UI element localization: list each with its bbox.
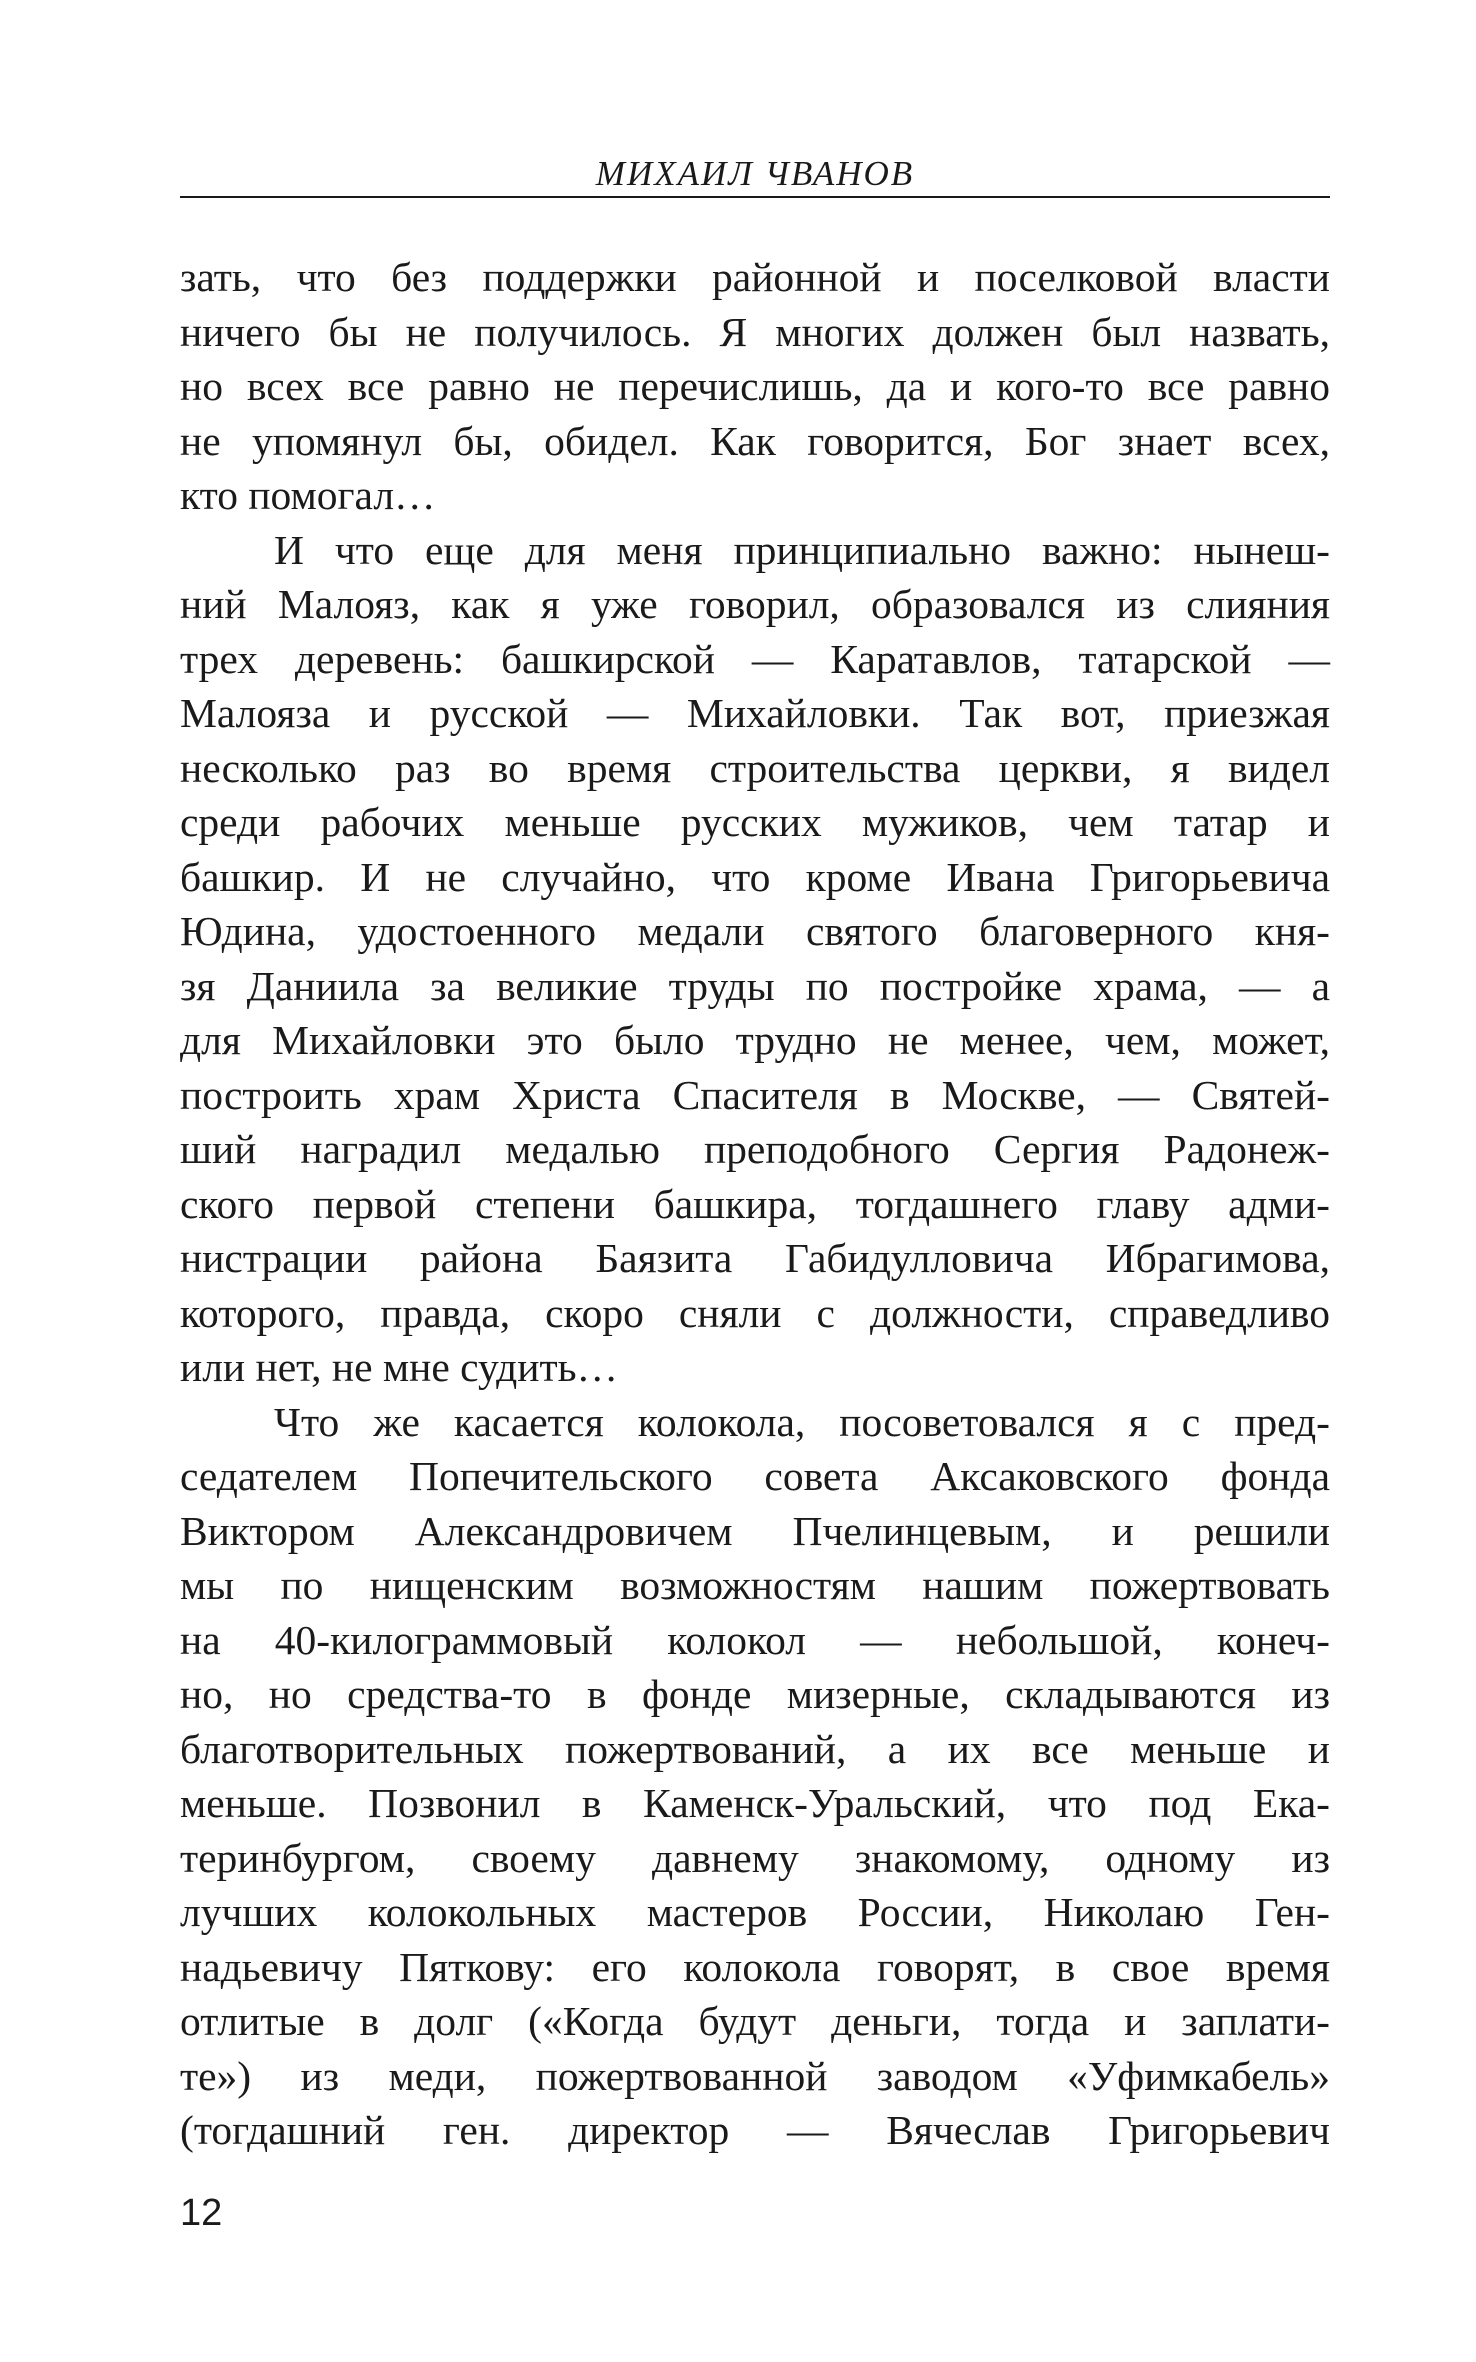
text-line: благотворительных пожертвований, а их все меньше и [180,1725,1330,1772]
text-line: но, но средства-то в фонде мизерные, складываются из [180,1671,1330,1717]
text-line: лучших колокольных мастеров России, Николаю Ген- [180,1889,1330,1935]
text-line: или нет, не мне судить… [180,1344,619,1390]
text-line: Что же касается колокола, посоветовался я с пред- [274,1398,1330,1445]
text-line: седателем Попечительского совета Аксаковского фонда [180,1453,1330,1499]
text-line: (тогдашний ген. директор — Вячеслав Григорьевич [180,2107,1330,2153]
text-line: зать, что без поддержки районной и поселковой власти [180,254,1330,300]
text-line: башкир. И не случайно, что кроме Ивана Григорьевича [180,853,1330,900]
text-line: ничего бы не получилось. Я многих должен был назвать, [180,308,1330,355]
text-line: Юдина, удостоенного медали святого благоверного кня- [180,908,1330,954]
text-line: на 40-килограммовый колокол — небольшой, конеч- [180,1616,1330,1663]
text-line: для Михайловки это было трудно не менее, чем, может, [180,1017,1330,1063]
text-line: несколько раз во время строительства церкви, я видел [180,744,1330,791]
paragraph-3 [180,1395,1330,2158]
text-line: Виктором Александровичем Пчелинцевым, и решили [180,1507,1330,1554]
text-line: надьевичу Пяткову: его колокола говорят, в свое время [180,1943,1330,1990]
text-line: отлитые в долг («Когда будут деньги, тогда и заплати- [180,1998,1330,2044]
text-line: зя Даниила за великие труды по постройке храма, — а [180,962,1330,1009]
text-line: ний Малояз, как я уже говорил, образовался из слияния [180,581,1330,627]
text-line: мы по нищенским возможностям нашим пожертвовать [180,1562,1330,1608]
text-line: кто помогал… [180,472,436,518]
paragraph-1 [180,250,1330,523]
running-head: МИХАИЛ ЧВАНОВ [595,154,915,193]
text-line: те») из меди, пожертвованной заводом «Уфимкабель» [180,2052,1330,2099]
text-line: трех деревень: башкирской — Каратавлов, татарской — [180,635,1330,682]
text-line: построить храм Христа Спасителя в Москве, — Святей- [180,1071,1330,1118]
text-line: ского первой степени башкира, тогдашнего главу адми- [180,1180,1330,1227]
text-line: нистрации района Баязита Габидулловича Ибрагимова, [180,1235,1330,1281]
text-line: И что еще для меня принципиально важно: нынеш- [274,526,1330,573]
text-line: но всех все равно не перечислишь, да и кого-то все равно [180,363,1330,409]
body-text [180,250,1330,2158]
text-line: Малояза и русской — Михайловки. Так вот, приезжая [180,690,1330,736]
text-line: не упомянул бы, обидел. Как говорится, Бог знает всех, [180,417,1330,464]
text-line: среди рабочих меньше русских мужиков, чем татар и [180,799,1330,845]
text-line: которого, правда, скоро сняли с должности, справедливо [180,1289,1330,1336]
text-line: ший наградил медалью преподобного Сергия Радонеж- [180,1126,1330,1172]
text-line: теринбургом, своему давнему знакомому, одному из [180,1834,1330,1881]
text-line: меньше. Позвонил в Каменск-Уральский, что под Ека- [180,1780,1330,1826]
paragraph-2 [180,523,1330,1395]
page-number: 12 [180,2192,223,2234]
header-rule [180,196,1330,198]
